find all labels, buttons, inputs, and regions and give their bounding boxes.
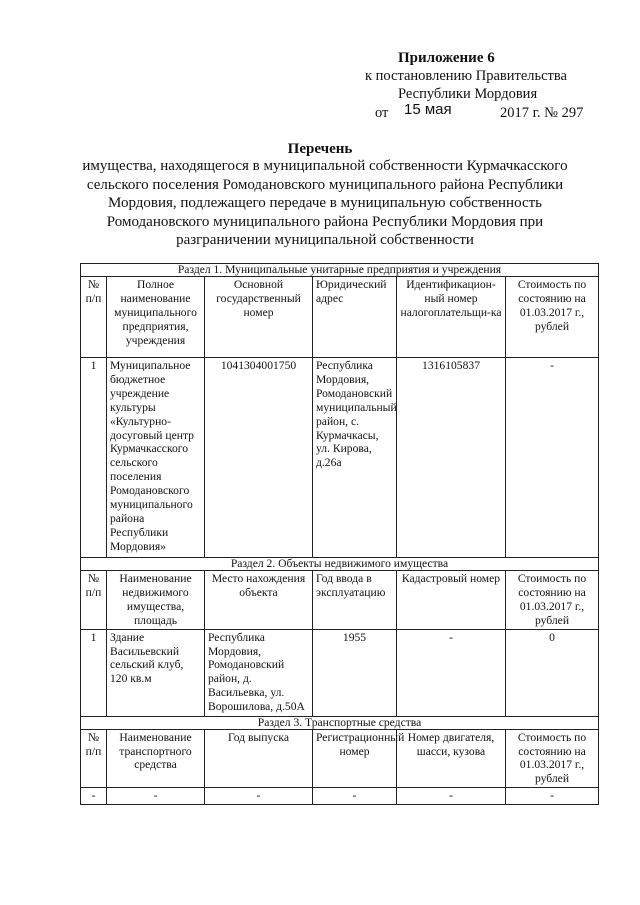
table-cell: - xyxy=(397,629,506,716)
column-header: № п/п xyxy=(81,571,107,630)
table-cell: 1316105837 xyxy=(397,358,506,558)
table-cell: - xyxy=(397,788,506,805)
column-header: Юридический адрес xyxy=(313,277,397,358)
table-cell: - xyxy=(506,358,599,558)
table-cell: 1 xyxy=(81,358,107,558)
table-cell: 0 xyxy=(506,629,599,716)
date-prefix: от xyxy=(375,105,389,121)
column-header: Номер двигателя, шасси, кузова xyxy=(397,729,506,788)
appendix-title: Приложение 6 xyxy=(398,50,495,66)
date-day: 15 мая xyxy=(404,101,452,118)
section-title: Раздел 2. Объекты недвижимого имущества xyxy=(81,558,599,571)
table-cell: 1041304001750 xyxy=(205,358,313,558)
column-header: Год ввода в эксплуатацию xyxy=(313,571,397,630)
table-row xyxy=(81,358,599,558)
column-header: Наименование транспортного средства xyxy=(107,729,205,788)
table-row xyxy=(81,629,599,716)
column-header: № п/п xyxy=(81,729,107,788)
table-cell: 1955 xyxy=(313,629,397,716)
table-cell: - xyxy=(205,788,313,805)
column-header: Стоимость по состоянию на 01.03.2017 г., рублей xyxy=(506,571,599,630)
column-header: Основной государственный номер xyxy=(205,277,313,358)
table-cell: - xyxy=(313,788,397,805)
header-row xyxy=(81,729,599,788)
table-cell: Здание Васильевский сельский клуб, 120 кв.м xyxy=(107,629,205,716)
document-title: Перечень xyxy=(287,141,353,157)
table-cell: - xyxy=(81,788,107,805)
header-line-1: к постановлению Правительства xyxy=(365,68,567,84)
document-subtitle: имущества, находящегося в муниципальной собственности Курмачкасского сельского поселения Ромодановского муниципального района Республики Мордовия, подлежащего передаче в муниципальную собственность Ромодановского муниципального района Республики Мордовия при разграничении муниципальной собственности xyxy=(82,158,568,249)
table-cell: Республика Мордовия, Ромодановский муниципальный район, с. Курмачкасы, ул. Кирова, д.26а xyxy=(313,358,397,558)
column-header: № п/п xyxy=(81,277,107,358)
header-row xyxy=(81,571,599,630)
date-year-number: 2017 г. № 297 xyxy=(500,105,584,121)
table-cell: Муниципальное бюджетное учреждение культуры «Культурно-досуговый центр Курмачкасского сельского поселения Ромодановского муниципального района Республики Мордовия» xyxy=(107,358,205,558)
section-title-row xyxy=(81,558,599,571)
section-title-row xyxy=(81,264,599,277)
header-row xyxy=(81,277,599,358)
column-header: Год выпуска xyxy=(205,729,313,788)
column-header: Кадастровый номер xyxy=(397,571,506,630)
column-header: Стоимость по состоянию на 01.03.2017 г., рублей xyxy=(506,277,599,358)
column-header: Полное наименование муниципального предприятия, учреждения xyxy=(107,277,205,358)
column-header: Место нахождения объекта xyxy=(205,571,313,630)
header-line-2: Республики Мордовия xyxy=(398,86,538,102)
table-cell: - xyxy=(506,788,599,805)
column-header: Регистрационный номер xyxy=(313,729,397,788)
property-table xyxy=(80,263,599,805)
table-cell: Республика Мордовия, Ромодановский район, д. Васильевка, ул. Ворошилова, д.50А xyxy=(205,629,313,716)
section-title: Раздел 1. Муниципальные унитарные предприятия и учреждения xyxy=(81,264,599,277)
table-cell: - xyxy=(107,788,205,805)
table-row xyxy=(81,788,599,805)
column-header: Наименование недвижимого имущества, площадь xyxy=(107,571,205,630)
section-title-row xyxy=(81,716,599,729)
column-header: Идентификацион-ный номер налогоплательщи-ка xyxy=(397,277,506,358)
column-header: Стоимость по состоянию на 01.03.2017 г., рублей xyxy=(506,729,599,788)
table-cell: 1 xyxy=(81,629,107,716)
section-title: Раздел 3. Транспортные средства xyxy=(81,716,599,729)
